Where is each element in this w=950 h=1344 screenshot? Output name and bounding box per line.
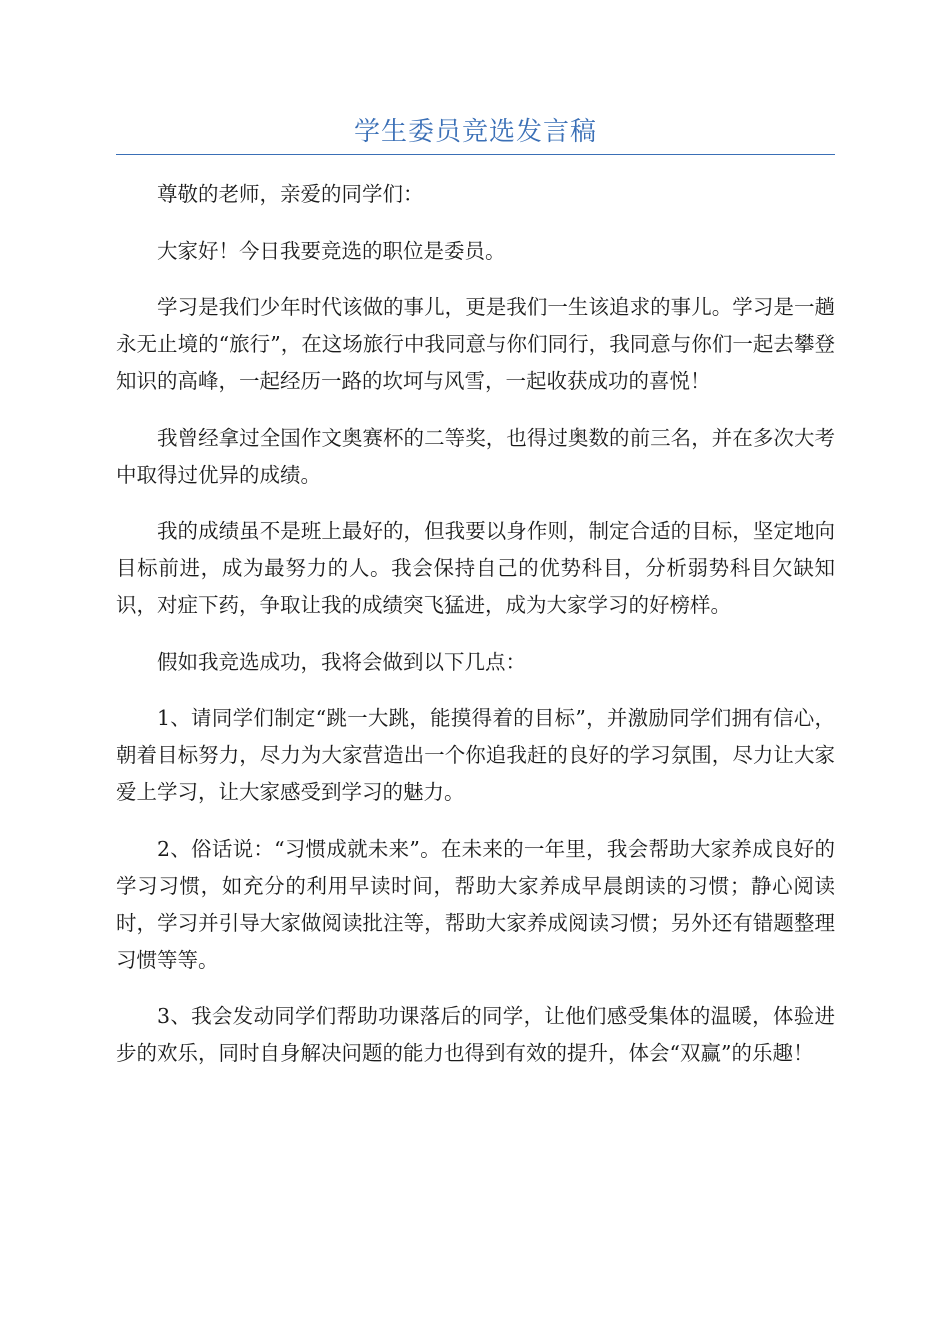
list-item-paragraph: 3、我会发动同学们帮助功课落后的同学，让他们感受集体的温暖，体验进步的欢乐，同时自身解决问题的能力也得到有效的提升，体会“双赢”的乐趣！ xyxy=(116,1004,835,1065)
document-title: 学生委员竞选发言稿 xyxy=(353,117,597,147)
title-underline xyxy=(116,154,835,155)
document-body xyxy=(116,176,835,1092)
body-paragraph: 我的成绩虽不是班上最好的，但我要以身作则，制定合适的目标，坚定地向目标前进，成为最努力的人。我会保持自己的优势科目，分析弱势科目欠缺知识，对症下药，争取让我的成绩突飞猛进，成为大家学习的好榜样。 xyxy=(116,519,835,617)
intro-paragraph: 大家好！今日我要竞选的职位是委员。 xyxy=(157,238,506,263)
body-paragraph: 学习是我们少年时代该做的事儿，更是我们一生该追求的事儿。学习是一趟永无止境的“旅行”，在这场旅行中我同意与你们同行，我同意与你们一起去攀登知识的高峰，一起经历一路的坎坷与风雪，一起收获成功的喜悦！ xyxy=(116,295,835,393)
greeting-paragraph: 尊敬的老师，亲爱的同学们： xyxy=(157,182,424,206)
list-item-paragraph: 1、请同学们制定“跳一大跳，能摸得着的目标”，并激励同学们拥有信心，朝着目标努力，尽力为大家营造出一个你追我赶的良好的学习氛围，尽力让大家爱上学习，让大家感受到学习的魅力。 xyxy=(116,706,835,804)
body-paragraph: 我曾经拿过全国作文奥赛杯的二等奖，也得过奥数的前三名，并在多次大考中取得过优异的成绩。 xyxy=(116,425,835,487)
list-item-paragraph: 2、俗话说：“习惯成就未来”。在未来的一年里，我会帮助大家养成良好的学习习惯，如充分的利用早读时间，帮助大家养成早晨朗读的习惯；静心阅读时，学习并引导大家做阅读批注等，帮助大家养成阅读习惯；另外还有错题整理习惯等等。 xyxy=(116,836,835,972)
body-paragraph: 假如我竞选成功，我将会做到以下几点： xyxy=(157,649,526,674)
